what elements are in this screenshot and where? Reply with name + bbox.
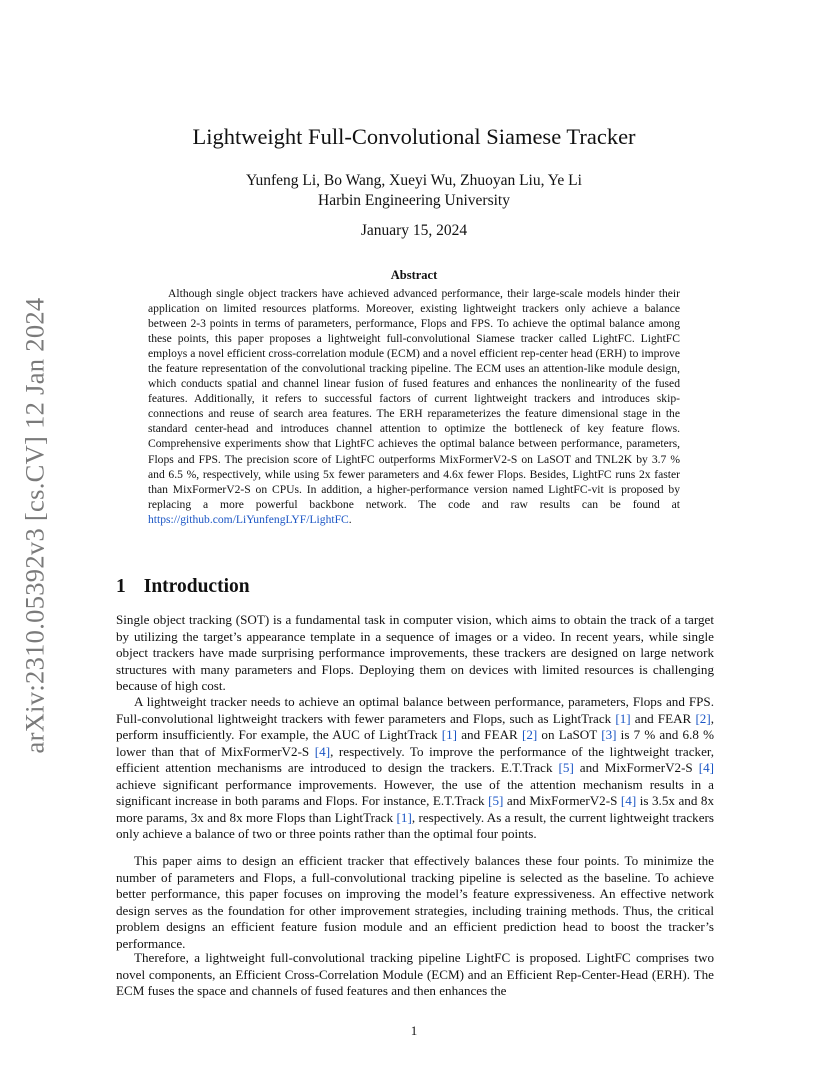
text-span: , respectively. As a result, the current lightweight trackers only achieve a balance of two or three points rather than the optimal four points. — [116, 809, 714, 841]
intro-paragraph-1: Single object tracking (SOT) is a fundamental task in computer vision, which aims to obtain the track of a target by utilizing the target’s appearance template in a sequence of images or a video. In recent years, while single object trackers have made surprising performance improvements, these trackers are designed on large network structures with many parameters and Flops. Deploying them on devices with limited resources is challenging because of high cost. — [116, 612, 714, 693]
text-span: and FEAR — [630, 710, 696, 726]
citation-link[interactable]: [5] — [558, 760, 574, 775]
intro-paragraph-2 — [116, 694, 714, 843]
text-span: , perform insufficiently. For example, the AUC of LightTrack — [116, 710, 714, 742]
text-span: A lightweight tracker needs to achieve an optimal balance between performance, parameters, Flops and FPS. Full-convolutional lightweight trackers with fewer parameters and Flops, such as LightTrack — [116, 694, 714, 726]
abstract-text: Although single object trackers have achieved advanced performance, their large-scale models hinder their application on limited resources platforms. Moreover, existing lightweight trackers only achieve a balance between 2-3 points in terms of parameters, performance, Flops and FPS. To achieve the optimal balance among these points, this paper proposes a lightweight full-convolutional Siamese tracker called LightFC. LightFC employs a novel efficient cross-correlation module (ECM) and a novel efficient rep-center head (ERH) to improve the feature representation of the convolutional tracking pipeline. The ECM uses an attention-like module design, which conducts spatial and channel linear fusion of fused features and enhances the nonlinearity of the fused features. Additionally, it refers to successful factors of current lightweight trackers and introduces skip-connections and reuse of search area features. The ERH reparameterizes the feature dimensional stage in the standard center-head and introduces channel attention to optimize the bottleneck of key feature flows. Comprehensive experiments show that LightFC achieves the optimal balance between performance, parameters, Flops and FPS. The precision score of LightFC outperforms MixFormerV2-S on LaSOT and TNL2K by 3.7 % and 6.5 %, respectively, while using 5x fewer parameters and 4.6x fewer Flops. Besides, LightFC runs 2x faster than MixFormerV2-S on CPUs. In addition, a higher-performance version named LightFC-vit is proposed by replacing a more powerful backbone network. The code and raw results can be found at — [148, 287, 680, 511]
citation-link[interactable]: [4] — [314, 743, 331, 759]
intro-paragraph-3: This paper aims to design an efficient tracker that effectively balances these four points. To minimize the number of parameters and Flops, a full-convolutional tracking pipeline is selected as the baseline. To achieve better performance, this paper focuses on improving the model’s feature expressiveness. An effective network design serves as the foundation for other improvement strategies, including training methods. Thus, the critical problem designs an efficient feature fusion module and an efficient prediction head to boost the tracker’s performance. — [116, 853, 714, 951]
text-span: on LaSOT — [537, 727, 602, 742]
citation-link[interactable]: [1] — [441, 727, 458, 742]
text-span: achieve significant performance improvements. However, the use of the attention mechanism results in a significant increase in both params and Flops. For instance, E.T.Track — [116, 776, 714, 808]
citation-link[interactable]: [4] — [698, 760, 714, 775]
paper-title: Lightweight Full-Convolutional Siamese Tracker — [192, 124, 636, 149]
citation-link[interactable]: [1] — [615, 710, 631, 726]
section-title: Introduction — [143, 576, 250, 597]
citation-link[interactable]: [2] — [521, 727, 538, 742]
citation-link[interactable]: [2] — [695, 710, 711, 726]
section-heading-introduction — [116, 576, 250, 598]
citation-link[interactable]: [5] — [488, 793, 504, 808]
arxiv-stamp-text: arXiv:2310.05392v3 [cs.CV] 12 Jan 2024 — [19, 297, 50, 753]
text-span: is 3.5x and 8x more params, 3x and 8x more Flops than LightTrack — [116, 793, 714, 825]
author-list: Yunfeng Li, Bo Wang, Xueyi Wu, Zhuoyan Liu, Ye Li — [246, 172, 582, 189]
citation-link[interactable]: [4] — [620, 793, 637, 808]
section-number: 1 — [116, 576, 126, 597]
citation-link[interactable]: [1] — [396, 809, 412, 825]
abstract-end: . — [348, 512, 352, 526]
intro-paragraph-4: Therefore, a lightweight full-convolutional tracking pipeline LightFC is proposed. LightFC comprises two novel components, an Efficient Cross-Correlation Module (ECM) and an Efficient Rep-Center-Head (ERH). The ECM fuses the space and channels of fused features and then enhances the — [116, 950, 714, 998]
abstract-body — [148, 286, 680, 527]
code-repository-link[interactable]: https://github.com/LiYunfengLYF/LightFC — [148, 512, 349, 526]
arxiv-identifier-stamp — [18, 290, 52, 760]
citation-link[interactable]: [3] — [601, 727, 617, 742]
affiliation: Harbin Engineering University — [318, 192, 510, 209]
page-number: 1 — [410, 1023, 418, 1038]
text-span: and MixFormerV2-S — [573, 760, 699, 775]
text-span: and FEAR — [457, 727, 522, 742]
abstract-heading: Abstract — [390, 268, 438, 282]
text-span: , respectively. To improve the performance of the lightweight tracker, efficient attention mechanisms are introduced to design the trackers. E.T.Track — [116, 743, 714, 775]
text-span: is 7 % and 6.8 % lower than that of MixFormerV2-S — [116, 727, 714, 759]
text-span: and MixFormerV2-S — [503, 793, 621, 808]
publication-date: January 15, 2024 — [360, 222, 468, 239]
